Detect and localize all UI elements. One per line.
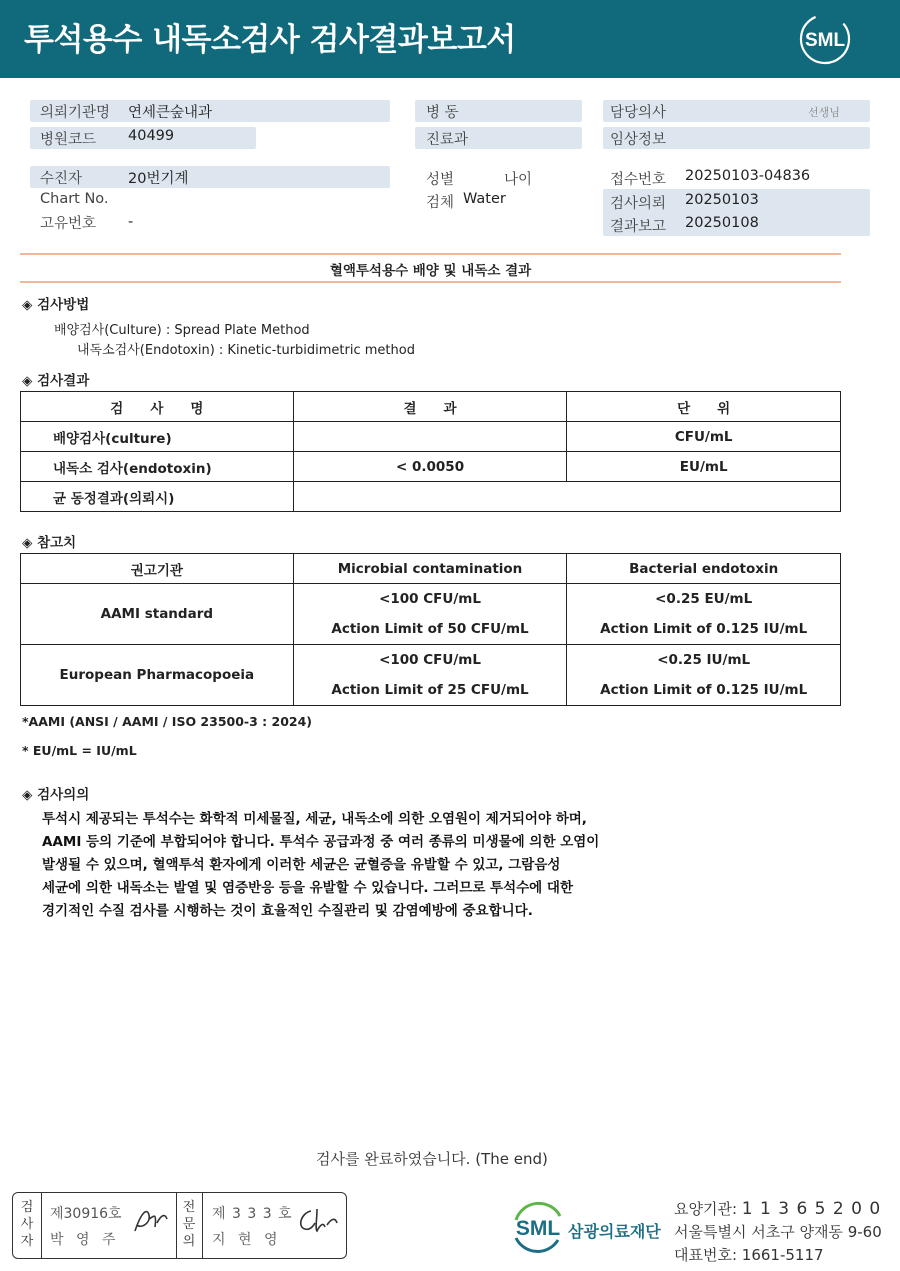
reference-endo-cell [567,584,841,645]
table-row [21,584,841,645]
significance-heading: ◈ 검사의의 [22,787,90,803]
report-title: 투석용수 내독소검사 검사결과보고서 [24,22,516,58]
address: 서울특별시 서초구 양재동 9-60 [674,1223,882,1241]
sml-footer-logo [508,1198,568,1256]
reference-micro-limit: <100 CFU/mL [379,652,481,668]
table-row [21,452,841,482]
reference-org: AAMI standard [21,584,294,645]
divider [202,1193,203,1258]
specimen-value: Water [463,191,506,207]
unique-value: - [128,214,134,230]
reference-endo-action: Action Limit of 0.125 IU/mL [600,621,808,637]
phone [674,1244,824,1265]
significance-line: 투석시 제공되는 투석수는 화학적 미세물질, 세균, 내독소에 의한 오염원이 제거되어야 하며, [42,811,587,827]
result-value [293,482,840,512]
phone-label: 대표번호: [674,1246,738,1264]
end-text: 검사를 완료하였습니다. (The end) [316,1150,548,1168]
result-name: 내독소 검사(endotoxin) [21,452,294,482]
method-line-culture: 배양검사(Culture) : Spread Plate Method [54,323,310,338]
specialist-label-char: 문 [182,1217,196,1232]
tester-label-char: 사 [20,1217,34,1232]
reference-table [20,553,841,706]
results-col-unit: 단 위 [567,392,841,422]
report-label: 결과보고 [610,219,667,235]
department-label: 진료과 [426,132,469,148]
divider [41,1193,42,1258]
report-value: 20250108 [685,215,759,231]
specialist-name: 지 현 영 [212,1232,282,1248]
reference-col-micro: Microbial contamination [293,554,567,584]
doctor-suffix: 선생님 [808,106,840,119]
sml-footer-logo-text: SML [515,1217,561,1240]
reference-endo-cell [567,645,841,706]
institution-value: 연세큰숲내과 [128,105,213,121]
clinical-label: 임상정보 [610,132,667,148]
reference-note-aami: *AAMI (ANSI / AAMI / ISO 23500-3 : 2024) [22,714,313,729]
divider-bottom [20,281,841,283]
request-value: 20250103 [685,192,759,208]
institution-label: 의뢰기관명 [40,105,111,121]
method-line-endotoxin: 내독소검사(Endotoxin) : Kinetic-turbidimetric method [77,343,415,358]
results-col-name: 검 사 명 [21,392,294,422]
specialist-label [181,1199,197,1250]
patient-value: 20번기계 [128,171,189,187]
institution-code [674,1198,881,1219]
reference-endo-limit: <0.25 EU/mL [655,591,753,607]
ward-label: 병 동 [426,105,459,121]
results-header-row [21,392,841,422]
chart-label: Chart No. [40,191,109,207]
tester-signature [131,1205,171,1237]
reference-header-row [21,554,841,584]
tester-name: 박 영 주 [50,1232,120,1248]
significance-line: 발생될 수 있으며, 혈액투석 환자에게 이러한 세균은 균혈증을 유발할 수 있고, 그람음성 [42,857,561,873]
signature-box [12,1192,347,1259]
tester-label-char: 자 [20,1234,34,1249]
method-heading: ◈ 검사방법 [22,297,90,313]
divider-top [20,253,841,255]
reference-micro-limit: <100 CFU/mL [379,591,481,607]
tester-label-char: 검 [20,1200,34,1215]
results-col-result: 결 과 [293,392,567,422]
unique-label: 고유번호 [40,216,97,232]
request-label: 검사의뢰 [610,196,667,212]
specialist-label-char: 전 [182,1200,196,1215]
table-row [21,645,841,706]
table-row [21,482,841,512]
hospital-code-label: 병원코드 [40,132,97,148]
significance-line: 경기적인 수질 검사를 시행하는 것이 효율적인 수질관리 및 감염예방에 중요합니다. [42,903,533,919]
significance-line: AAMI 등의 기준에 부합되어야 합니다. 투석수 공급과정 중 여러 종류의 미생물에 의한 오염이 [42,834,600,850]
hospital-code-value: 40499 [128,128,175,144]
reference-col-org: 권고기관 [21,554,294,584]
divider [176,1193,177,1258]
receipt-value: 20250103-04836 [685,168,811,184]
tester-label [19,1199,35,1250]
result-name: 배양검사(culture) [21,422,294,452]
result-value [293,422,567,452]
reference-endo-action: Action Limit of 0.125 IU/mL [600,682,808,698]
org-name: 삼광의료재단 [568,1222,661,1241]
age-label: 나이 [504,172,533,188]
doctor-label: 담당의사 [610,105,667,121]
tester-number: 제30916호 [50,1206,122,1222]
specimen-label: 검체 [426,195,455,211]
result-unit: CFU/mL [567,422,841,452]
report-heading: 혈액투석용수 배양 및 내독소 결과 [329,263,532,279]
institution-code-value: 1 1 3 6 5 2 0 0 [741,1199,882,1219]
patient-label: 수진자 [40,171,83,187]
results-heading: ◈ 검사결과 [22,373,90,389]
reference-micro-action: Action Limit of 25 CFU/mL [331,682,529,698]
results-table [20,391,841,512]
result-name: 균 동정결과(의뢰시) [21,482,294,512]
specialist-signature [295,1205,339,1239]
institution-code-label: 요양기관: [674,1200,738,1218]
patient-bar [30,166,390,188]
reference-endo-limit: <0.25 IU/mL [657,652,751,668]
reference-note-units: * EU/mL = IU/mL [22,743,137,758]
reference-micro-cell [293,645,567,706]
receipt-label: 접수번호 [610,172,667,188]
sex-label: 성별 [426,172,455,188]
specialist-number: 제 3 3 3 호 [212,1206,293,1222]
reference-micro-cell [293,584,567,645]
result-value: < 0.0050 [293,452,567,482]
sml-logo [798,12,852,66]
reference-org: European Pharmacopoeia [21,645,294,706]
reference-heading: ◈ 참고치 [22,535,77,551]
sml-logo-text: SML [804,30,846,51]
reference-micro-action: Action Limit of 50 CFU/mL [331,621,529,637]
reference-col-endo: Bacterial endotoxin [567,554,841,584]
significance-line: 세균에 의한 내독소는 발열 및 염증반응 등을 유발할 수 있습니다. 그러므로 투석수에 대한 [42,880,574,896]
phone-value: 1661-5117 [741,1246,824,1264]
result-unit: EU/mL [567,452,841,482]
table-row [21,422,841,452]
specialist-label-char: 의 [182,1234,196,1249]
